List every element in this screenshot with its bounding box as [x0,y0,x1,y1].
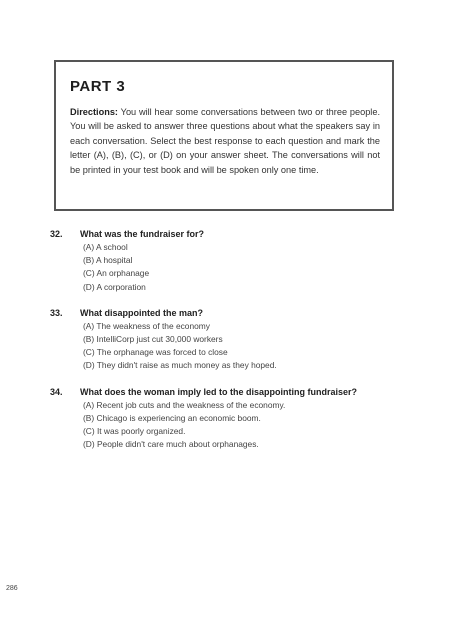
answer-option: (A) The weakness of the economy [83,320,210,331]
question-33 [50,307,410,373]
answer-option: (B) A hospital [83,255,133,266]
answer-option: (D) A corporation [83,281,146,292]
directions-paragraph [70,105,380,177]
question-number: 33. [50,307,63,318]
answer-option: (C) The orphanage was forced to close [83,347,228,358]
answer-option: (A) Recent job cuts and the weakness of the economy. [83,399,286,410]
answer-option: (D) They didn't raise as much money as they hoped. [83,360,277,371]
answer-options [83,241,410,294]
answer-option: (B) IntelliCorp just cut 30,000 workers [83,334,223,345]
question-number: 32. [50,229,63,239]
directions-text: You will hear some conversations between two or three people. You will be asked to answer three questions about what the speakers say in each conversation. Select the best response to each question and mark the letter (A), (B), (C), or (D) on your answer sheet. The conversations will not be printed in your test book and will be spoken only one time. [70,107,381,175]
question-number: 34. [50,386,63,397]
question-text: What does the woman imply led to the disappointing fundraiser? [80,386,358,397]
question-text: What was the fundraiser for? [80,229,205,239]
answer-option: (A) A school [83,242,128,252]
answer-options [83,399,410,452]
directions-label: Directions: [70,107,118,117]
part-title: PART 3 [70,78,126,95]
directions-box [54,60,394,211]
question-text: What disappointed the man? [80,307,203,318]
answer-option: (C) It was poorly organized. [83,426,186,437]
question-list [50,228,410,464]
answer-option: (B) Chicago is experiencing an economic boom. [83,412,261,423]
answer-option: (D) People didn't care much about orphanages. [83,439,259,450]
page-number: 286 [6,585,18,592]
question-32 [50,228,410,294]
answer-option: (C) An orphanage [83,268,150,279]
answer-options [83,320,410,373]
question-34 [50,386,410,452]
